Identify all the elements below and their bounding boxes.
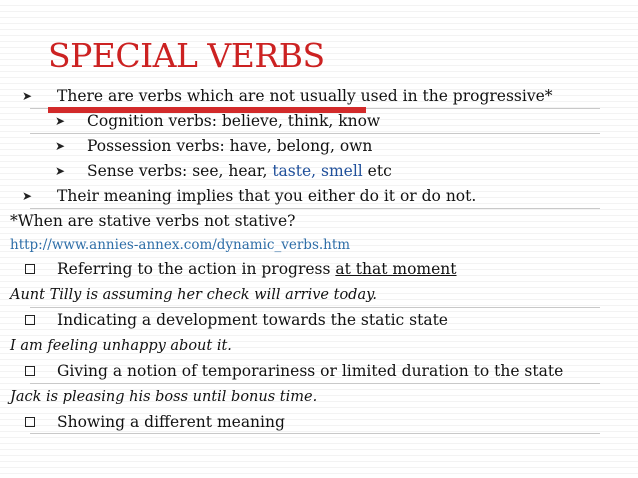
square-bullet-icon	[25, 366, 35, 376]
page-title: SPECIAL VERBS	[48, 36, 325, 75]
sub-bullet-text: Cognition verbs: believe, think, know	[87, 112, 381, 130]
arrow-bullet-icon: ➤	[22, 189, 33, 203]
item-text: Indicating a development towards the static state	[57, 311, 448, 329]
example-text: I am feeling unhappy about it.	[10, 338, 232, 354]
divider	[30, 383, 600, 384]
reference-link[interactable]: http://www.annies-annex.com/dynamic_verbs.htm	[10, 237, 351, 253]
square-bullet-icon	[25, 417, 35, 427]
sub-bullet-text	[87, 161, 392, 181]
arrow-bullet-icon: ➤	[55, 114, 66, 128]
example-text: Jack is pleasing his boss until bonus time.	[10, 389, 318, 405]
square-bullet-icon	[25, 315, 35, 325]
item-text: Showing a different meaning	[57, 413, 285, 431]
square-bullet-icon	[25, 264, 35, 274]
divider	[30, 133, 600, 134]
divider	[30, 433, 600, 434]
arrow-bullet-icon: ➤	[55, 164, 66, 178]
sense-verbs-suffix: etc	[362, 162, 392, 180]
item-text-pre: Referring to the action in progress	[57, 260, 336, 278]
sub-bullet-text: Possession verbs: have, belong, own	[87, 137, 373, 155]
highlighted-verbs: taste, smell	[272, 162, 363, 180]
underlined-text: at that moment	[335, 260, 457, 278]
question-text: *When are stative verbs not stative?	[10, 212, 296, 230]
item-text	[57, 259, 457, 279]
example-text: Aunt Tilly is assuming her check will arrive today.	[10, 287, 377, 303]
sense-verbs-text: Sense verbs: see, hear,	[87, 162, 273, 180]
divider	[30, 307, 600, 308]
bullet-text: Their meaning implies that you either do it or do not.	[57, 187, 477, 205]
arrow-bullet-icon: ➤	[55, 139, 66, 153]
item-text: Giving a notion of temporariness or limited duration to the state	[57, 362, 564, 380]
bullet-text: There are verbs which are not usually used in the progressive*	[57, 87, 553, 105]
divider	[30, 208, 600, 209]
arrow-bullet-icon: ➤	[22, 89, 33, 103]
